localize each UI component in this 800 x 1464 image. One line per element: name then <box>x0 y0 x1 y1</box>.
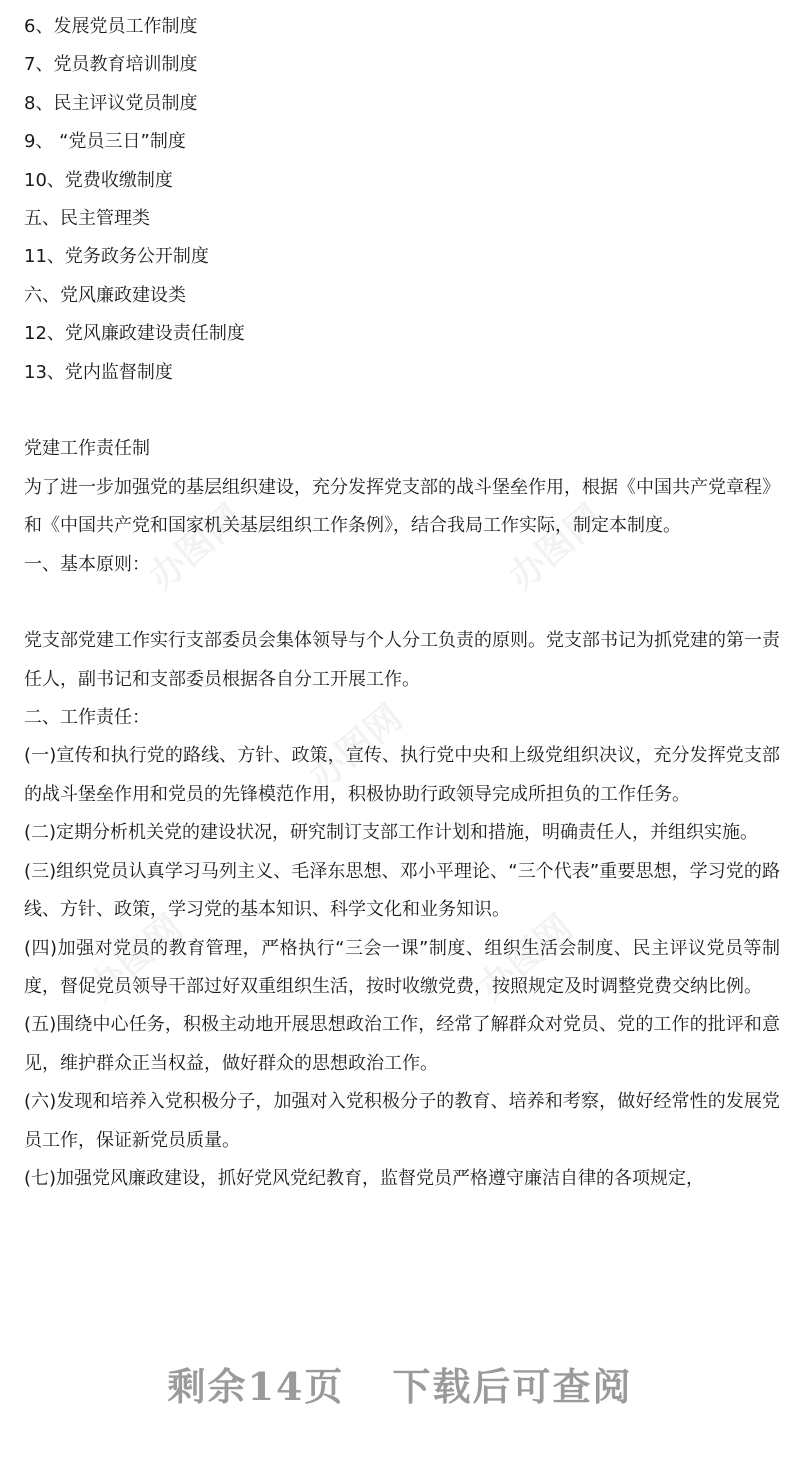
duty-item: (六)发现和培养入党积极分子，加强对入党积极分子的教育、培养和考察，做好经常性的发展党员工作，保证新党员质量。 <box>24 1091 780 1151</box>
duty-item: (四)加强对党员的教育管理，严格执行“三会一课”制度、组织生活会制度、民主评议党员等制度，督促党员领导干部过好双重组织生活，按时收缴党费，按照规定及时调整党费交纳比例。 <box>24 937 780 997</box>
remaining-pages-label: 剩余14页 <box>167 1364 345 1409</box>
spacer <box>24 392 780 430</box>
duty-item: (七)加强党风廉政建设，抓好党风党纪教育，监督党员严格遵守廉洁自律的各项规定， <box>24 1167 705 1189</box>
list-item: 8、民主评议党员制度 <box>24 92 198 114</box>
list-item: 10、党费收缴制度 <box>24 169 173 191</box>
list-item: 9、 “党员三日”制度 <box>24 131 186 153</box>
watermark: 办图网 <box>141 497 251 599</box>
duty-item: (一)宣传和执行党的路线、方针、政策，宣传、执行党中央和上级党组织决议，充分发挥党支部的战斗堡垒作用和党员的先锋模范作用，积极协助行政领导完成所担负的工作任务。 <box>24 745 780 805</box>
duty-item: (五)围绕中心任务，积极主动地开展思想政治工作，经常了解群众对党员、党的工作的批评和意见，维护群众正当权益，做好群众的思想政治工作。 <box>24 1014 780 1074</box>
document-body <box>24 8 780 1198</box>
heading-basic-principle: 一、基本原则： <box>24 553 150 575</box>
intro-paragraph: 为了进一步加强党的基层组织建设，充分发挥党支部的战斗堡垒作用，根据《中国共产党章程》和《中国共产党和国家机关基层组织工作条例》，结合我局工作实际，制定本制度。 <box>24 476 780 537</box>
watermark: 办图网 <box>81 907 191 1009</box>
watermark: 办图网 <box>301 697 411 799</box>
list-item: 6、发展党员工作制度 <box>24 16 198 37</box>
section-title: 党建工作责任制 <box>24 438 150 460</box>
heading-work-duties: 二、工作责任： <box>24 707 150 729</box>
list-item: 12、党风廉政建设责任制度 <box>24 323 245 345</box>
list-item: 13、党内监督制度 <box>24 361 173 383</box>
principle-paragraph: 党支部党建工作实行支部委员会集体领导与个人分工负责的原则。党支部书记为抓党建的第一责任人，副书记和支部委员根据各自分工开展工作。 <box>24 630 780 690</box>
list-item: 五、民主管理类 <box>24 207 150 229</box>
spacer <box>24 584 780 622</box>
list-item: 六、党风廉政建设类 <box>24 284 186 306</box>
download-banner[interactable] <box>0 1356 800 1411</box>
list-item: 11、党务政务公开制度 <box>24 246 209 268</box>
duty-item: (二)定期分析机关党的建设状况，研究制订支部工作计划和措施，明确责任人，并组织实施。 <box>24 822 759 844</box>
list-item: 7、党员教育培训制度 <box>24 54 198 76</box>
duty-item: (三)组织党员认真学习马列主义、毛泽东思想、邓小平理论、“三个代表”重要思想，学习党的路线、方针、政策，学习党的基本知识、科学文化和业务知识。 <box>24 860 780 921</box>
watermark: 办图网 <box>471 907 581 1009</box>
watermark: 办图网 <box>501 497 611 599</box>
download-to-view-label[interactable]: 下载后可查阅 <box>392 1364 633 1409</box>
